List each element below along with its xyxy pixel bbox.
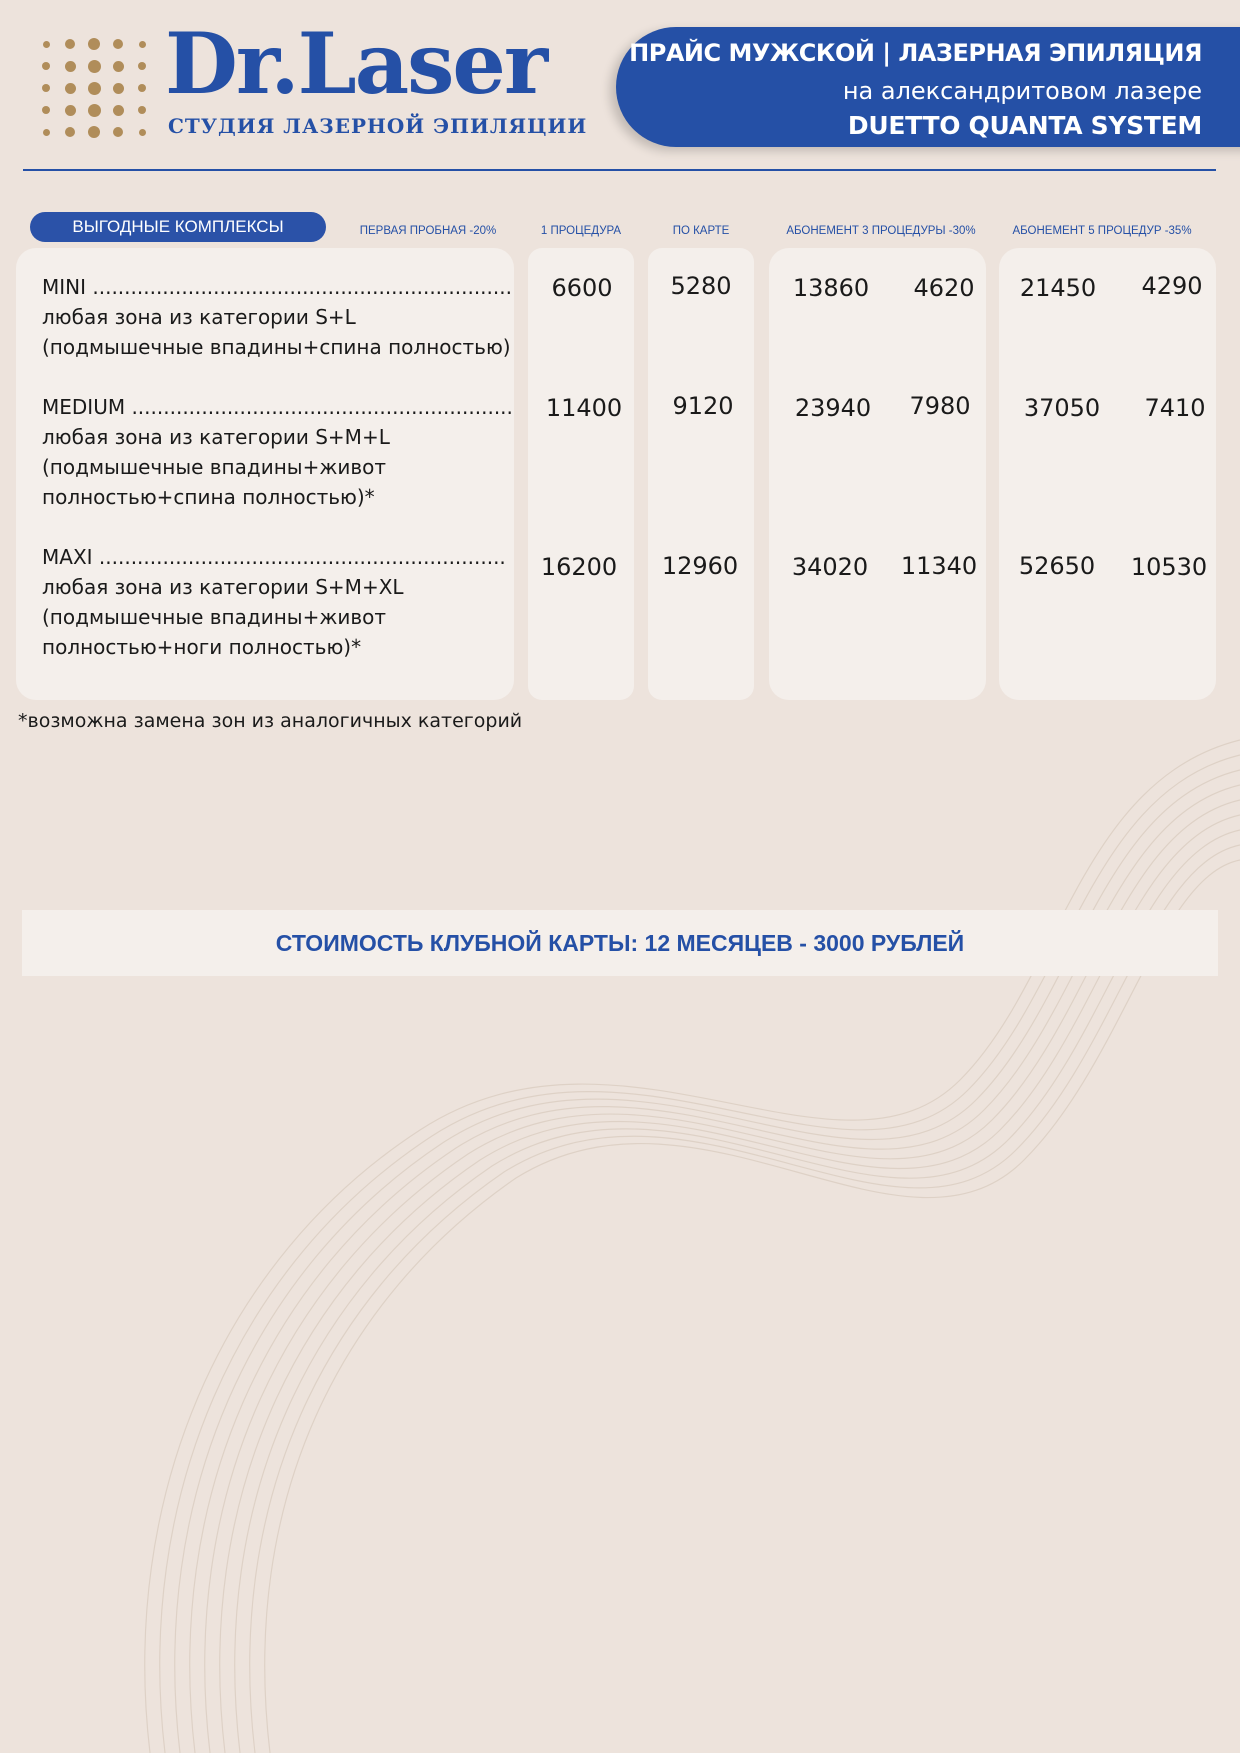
logo-dot — [65, 39, 75, 49]
logo-dot — [88, 60, 101, 73]
logo-dot — [65, 105, 76, 116]
price-maxi-card: 12960 — [661, 552, 739, 580]
column-header-card: ПО КАРТЕ — [672, 225, 730, 237]
logo-dot — [88, 38, 100, 50]
logo-title: Dr.Laser — [165, 14, 547, 113]
logo-dot — [88, 126, 100, 138]
header-subtitle: на александритовом лазере — [842, 77, 1202, 105]
price-maxi-sub3-total: 34020 — [791, 553, 869, 581]
logo-dot — [138, 62, 146, 70]
price-column-single — [528, 248, 634, 700]
logo-dot — [138, 106, 146, 114]
package-desc: любая зона из категории S+L — [42, 305, 356, 329]
logo-dot — [65, 127, 75, 137]
price-column-sub5 — [999, 248, 1216, 700]
leader-dots: ............................................................ — [131, 395, 513, 419]
package-desc: любая зона из категории S+M+L — [42, 425, 390, 449]
logo-dot — [113, 61, 124, 72]
package-medium — [42, 392, 513, 512]
package-name: MINI — [42, 275, 87, 299]
price-maxi-sub5-each: 10530 — [1130, 553, 1208, 581]
package-name: MEDIUM — [42, 395, 126, 419]
column-header-sub5: АБОНЕМЕНТ 5 ПРОЦЕДУР -35% — [1012, 225, 1192, 237]
price-medium-sub3-total: 23940 — [794, 394, 872, 422]
logo-dot — [65, 61, 76, 72]
package-desc: полностью+спина полностью)* — [42, 485, 375, 509]
logo-subtitle: СТУДИЯ ЛАЗЕРНОЙ ЭПИЛЯЦИИ — [168, 114, 588, 138]
logo-dots-icon — [40, 38, 155, 143]
column-header-single: 1 ПРОЦЕДУРА — [540, 225, 622, 237]
decorative-wave — [0, 700, 1240, 1753]
header-system: DUETTO QUANTA SYSTEM — [847, 111, 1202, 140]
footnote: *возможна замена зон из аналогичных категорий — [18, 710, 523, 732]
price-medium-single: 11400 — [545, 394, 623, 422]
logo-dot — [88, 82, 101, 95]
price-column-sub3 — [769, 248, 986, 700]
leader-dots: .................................................................. — [92, 275, 512, 299]
column-header-trial: ПЕРВАЯ ПРОБНАЯ -20% — [359, 225, 497, 237]
price-mini-sub3-each: 4620 — [913, 274, 975, 302]
price-mini-single: 6600 — [551, 274, 613, 302]
price-medium-sub5-total: 37050 — [1023, 394, 1101, 422]
price-maxi-single: 16200 — [540, 553, 618, 581]
logo-dot — [42, 84, 50, 92]
package-desc: полностью+ноги полностью)* — [42, 635, 362, 659]
price-mini-sub5-each: 4290 — [1141, 272, 1203, 300]
logo-dot — [113, 105, 124, 116]
logo-dot — [113, 127, 123, 137]
package-desc: (подмышечные впадины+спина полностью) — [42, 335, 511, 359]
club-card-banner: СТОИМОСТЬ КЛУБНОЙ КАРТЫ: 12 МЕСЯЦЕВ - 3000 РУБЛЕЙ — [22, 910, 1218, 976]
price-maxi-sub5-total: 52650 — [1018, 552, 1096, 580]
package-maxi — [42, 542, 506, 662]
price-medium-sub3-each: 7980 — [909, 392, 971, 420]
logo-dot — [139, 41, 146, 48]
logo-dot — [43, 41, 50, 48]
price-medium-card: 9120 — [672, 392, 734, 420]
section-label: ВЫГОДНЫЕ КОМПЛЕКСЫ — [30, 212, 326, 242]
package-mini — [42, 272, 512, 362]
logo-dot — [43, 129, 50, 136]
price-mini-sub5-total: 21450 — [1019, 274, 1097, 302]
price-maxi-sub3-each: 11340 — [900, 552, 978, 580]
leader-dots: ................................................................ — [98, 545, 506, 569]
price-medium-sub5-each: 7410 — [1144, 394, 1206, 422]
logo-dot — [42, 106, 50, 114]
logo-dot — [42, 62, 50, 70]
price-mini-card: 5280 — [670, 272, 732, 300]
logo-dot — [113, 83, 124, 94]
logo-dot — [65, 83, 76, 94]
logo-dot — [139, 129, 146, 136]
logo-dot — [88, 104, 101, 117]
logo-dot — [113, 39, 123, 49]
price-mini-sub3-total: 13860 — [792, 274, 870, 302]
header-divider — [23, 169, 1216, 171]
package-desc: (подмышечные впадины+живот — [42, 455, 387, 479]
package-desc: (подмышечные впадины+живот — [42, 605, 387, 629]
column-header-sub3: АБОНЕМЕНТ 3 ПРОЦЕДУРЫ -30% — [786, 225, 976, 237]
package-name: MAXI — [42, 545, 93, 569]
price-column-card — [648, 248, 754, 700]
header-title: ПРАЙС МУЖСКОЙ | ЛАЗЕРНАЯ ЭПИЛЯЦИЯ — [629, 39, 1202, 67]
logo-dot — [138, 84, 146, 92]
package-desc: любая зона из категории S+M+XL — [42, 575, 404, 599]
